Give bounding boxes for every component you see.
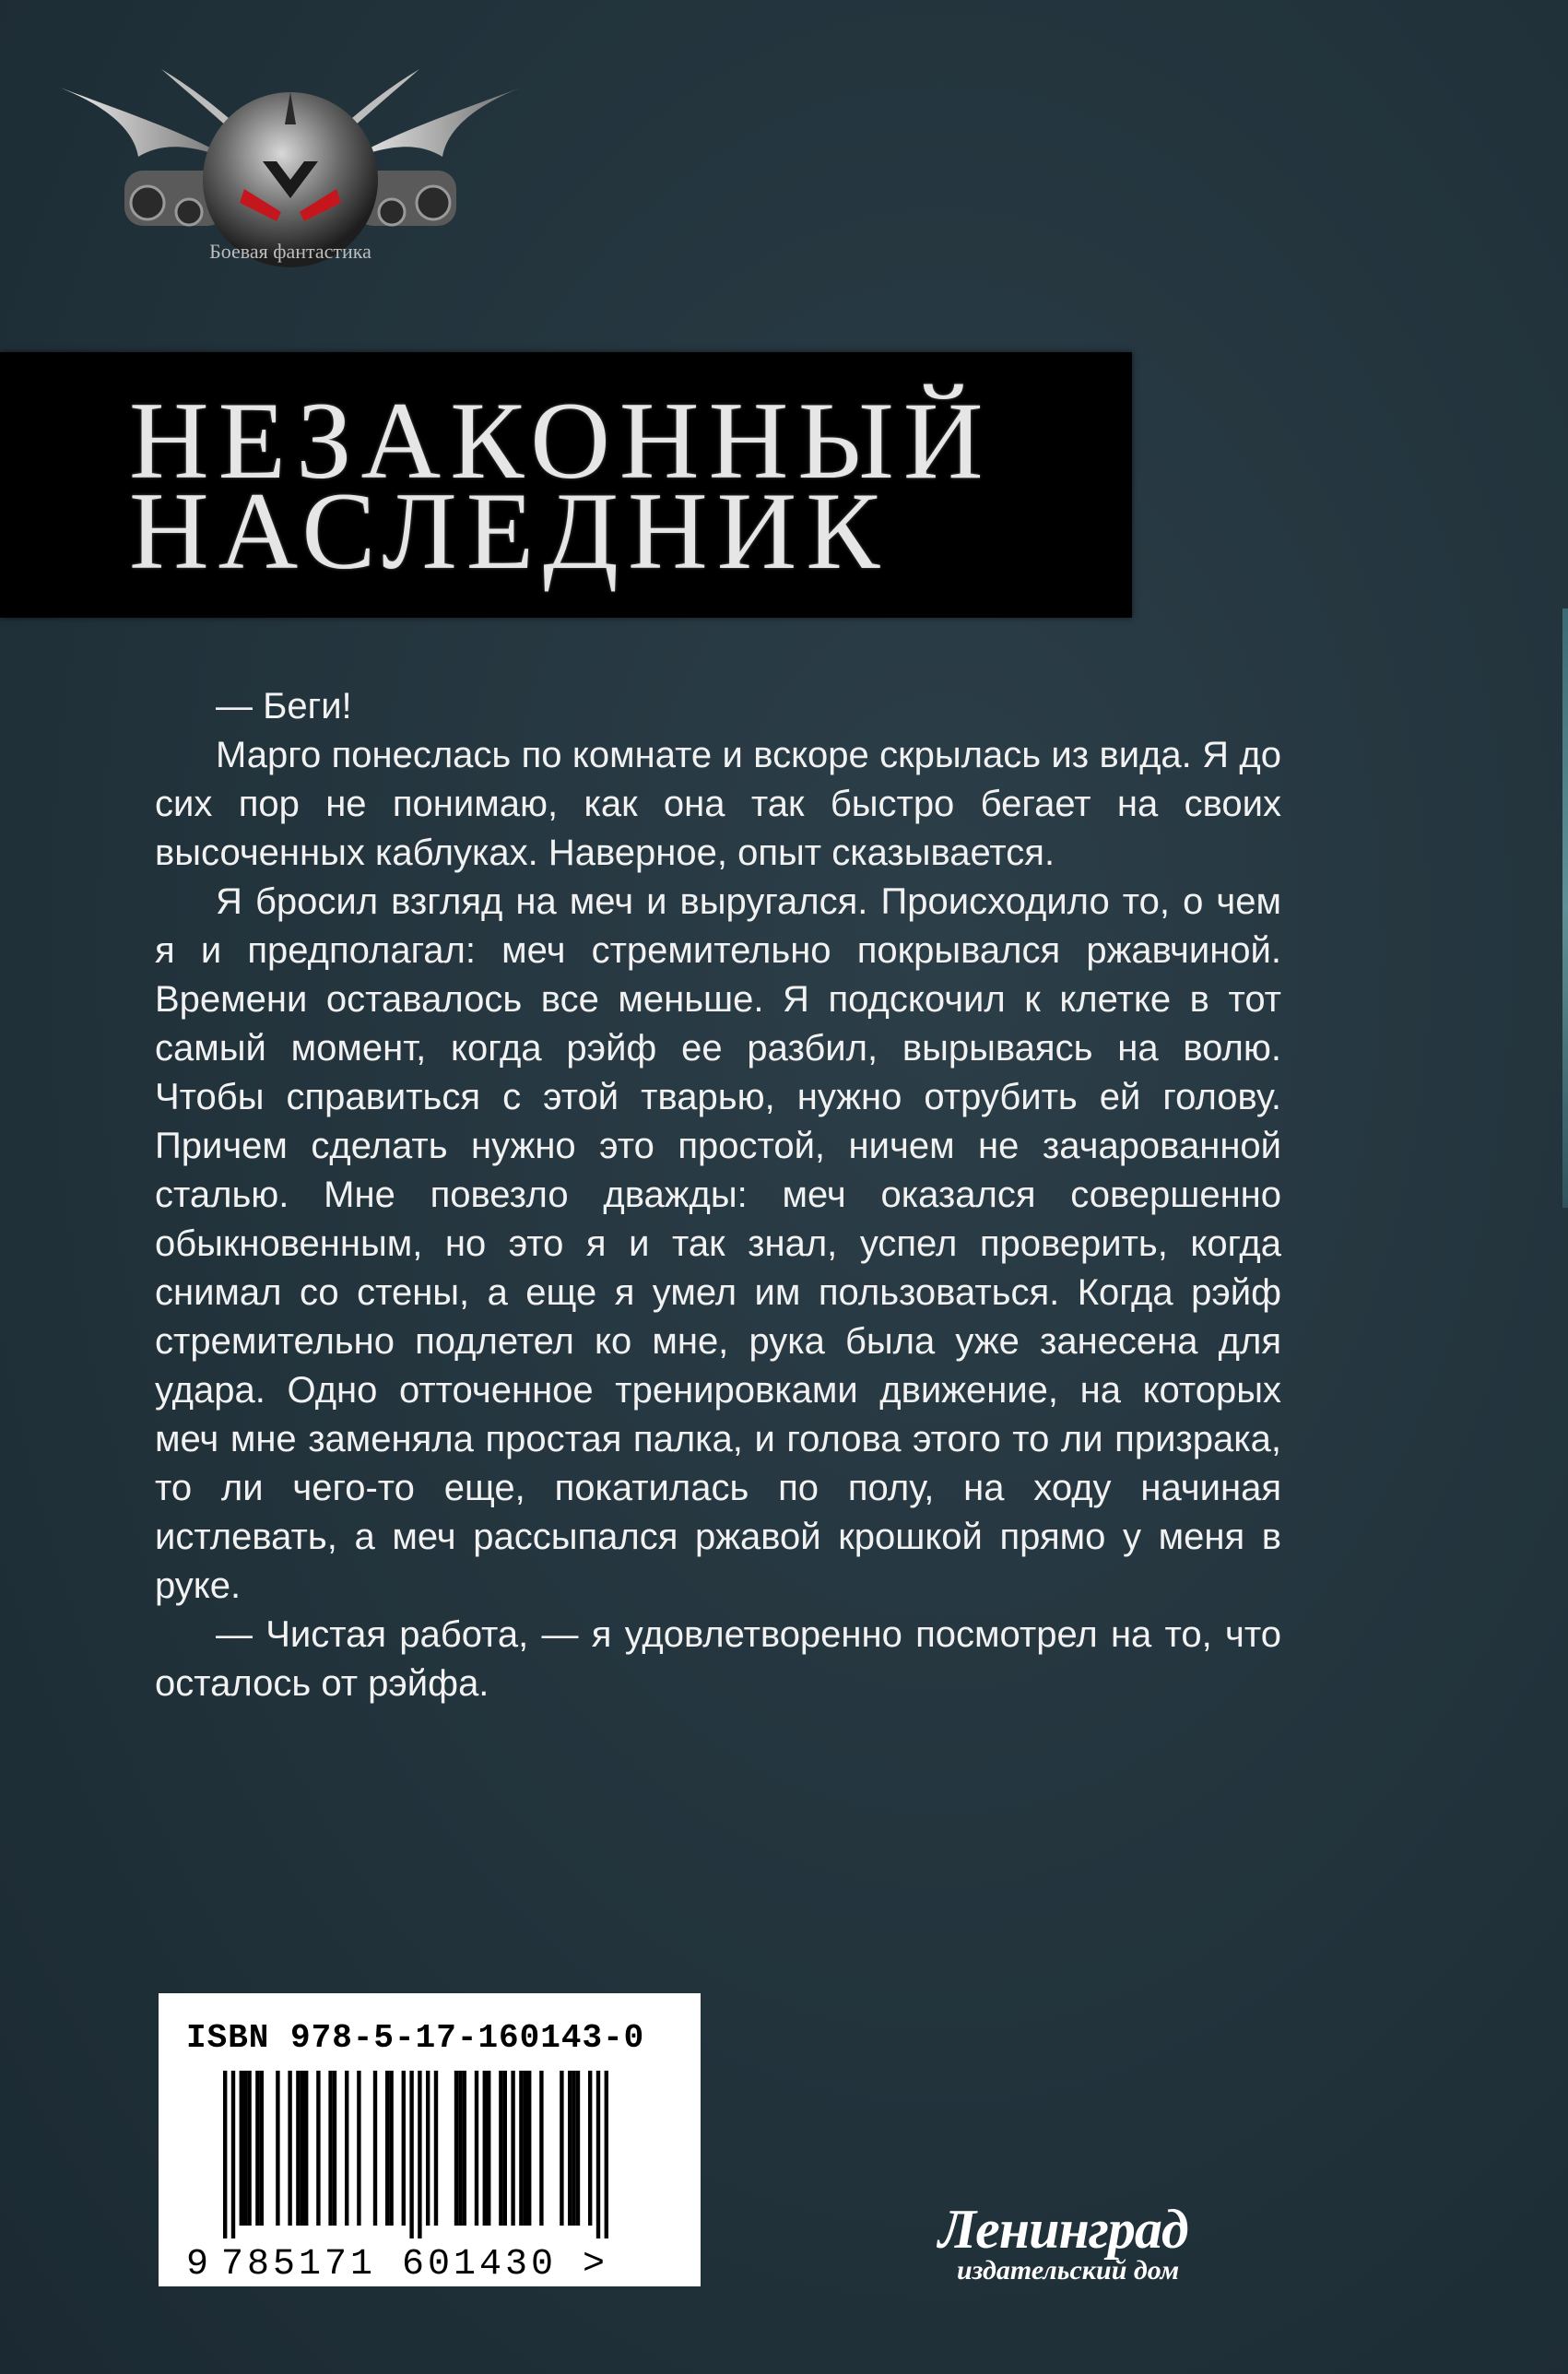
barcode-bar	[596, 2071, 600, 2238]
barcode-bar	[539, 2071, 543, 2226]
barcode-icon	[186, 2071, 675, 2238]
winged-helmet-emblem-icon	[51, 51, 530, 290]
barcode-bar	[333, 2071, 336, 2226]
barcode-bar	[296, 2071, 300, 2226]
barcode-bar	[223, 2071, 227, 2238]
isbn-label: ISBN 978-5-17-160143-0	[186, 2019, 645, 2057]
barcode-bar	[463, 2071, 466, 2226]
book-title	[0, 352, 1132, 618]
barcode-bar	[357, 2071, 360, 2226]
barcode-bar	[301, 2071, 304, 2226]
barcode-bar	[316, 2071, 320, 2226]
barcode-bar	[503, 2071, 507, 2226]
barcode-bar	[231, 2071, 235, 2238]
barcode-bar	[260, 2071, 264, 2226]
barcode-digits: 785171 601430 >	[221, 2244, 609, 2285]
barcode-bar	[454, 2071, 458, 2226]
barcode-bar	[576, 2071, 580, 2226]
barcode-bar	[605, 2071, 608, 2238]
barcode-bar	[560, 2071, 563, 2226]
barcode-bar	[276, 2071, 279, 2226]
barcode-bar	[288, 2071, 291, 2226]
barcode-bar	[243, 2071, 247, 2226]
back-cover-blurb	[155, 682, 1281, 1708]
title-line-1: НЕЗАКОННЫЙ	[129, 379, 993, 502]
barcode-bar	[389, 2071, 393, 2226]
barcode-bar	[519, 2071, 523, 2226]
publisher-name: Ленинград	[938, 2199, 1188, 2260]
barcode-bar	[402, 2071, 406, 2226]
barcode-bar	[247, 2071, 251, 2226]
barcode-lead-digit: 9	[186, 2244, 209, 2285]
barcode-bar	[240, 2071, 243, 2226]
barcode-bar	[588, 2071, 592, 2226]
isbn-barcode-block	[159, 1993, 701, 2286]
barcode-bar	[255, 2071, 259, 2226]
barcode-bar	[373, 2071, 377, 2226]
barcode-bar	[328, 2071, 332, 2226]
barcode-bar	[527, 2071, 531, 2226]
barcode-bar	[475, 2071, 478, 2226]
title-line-2: НАСЛЕДНИК	[129, 469, 890, 592]
barcode-bar	[385, 2071, 389, 2226]
barcode-bar	[487, 2071, 490, 2226]
barcode-bar	[483, 2071, 487, 2226]
series-logo-caption: Боевая фантастика	[209, 240, 371, 263]
blurb-paragraph: — Чистая работа, — я удовлетворенно посмотрел на то, что осталось от рэйфа.	[155, 1614, 1281, 1704]
barcode-bar	[304, 2071, 308, 2226]
barcode-bar	[418, 2071, 421, 2238]
barcode-bar	[434, 2071, 438, 2226]
barcode-bar	[409, 2071, 413, 2238]
blurb-paragraph: — Беги!	[216, 686, 352, 726]
publisher-logo	[938, 2199, 1279, 2297]
publisher-subtitle: издательский дом	[957, 2255, 1180, 2285]
blurb-paragraph: Марго понеслась по комнате и вскоре скрылась из вида. Я до сих пор не понимаю, как она так быстро бегает на своих высоченных каблуках. Наверное, опыт сказывается.	[155, 735, 1281, 873]
blurb-paragraph: Я бросил взгляд на меч и выругался. Происходило то, о чем я и предполагал: меч стремительно покрывался ржавчиной. Времени оставалось все меньше. Я подскочил к клетке в тот самый момент, когда рэйф ее разбил, вырываясь на волю. Чтобы справиться с этой тварью, нужно отрубить ей голову. Причем сделать нужно это простой, ничем не зачарованной сталью. Мне повезло дважды: меч оказался совершенно обыкновенным, но это я и так знал, успел проверить, когда снимал со стены, а еще я умел им пользоваться. Когда рэйф стремительно подлетел ко мне, рука была уже занесена для удара. Одно отточенное тренировками движение, на которых меч мне заменяла простая палка, и голова этого то ли призрака, то ли чего-то еще, покатилась по полу, на ходу начиная истлевать, а меч рассыпался ржавой крошкой прямо у меня в руке.	[155, 881, 1281, 1606]
series-logo	[51, 51, 530, 290]
barcode-bar	[572, 2071, 575, 2226]
barcode-bar	[524, 2071, 527, 2226]
barcode-bar	[345, 2071, 348, 2226]
barcode-bar	[426, 2071, 430, 2226]
cover-edge-strip	[1562, 608, 1568, 1208]
barcode-bar	[568, 2071, 572, 2226]
barcode-bar	[458, 2071, 462, 2226]
barcode-bar	[511, 2071, 514, 2226]
barcode-bar	[499, 2071, 502, 2226]
